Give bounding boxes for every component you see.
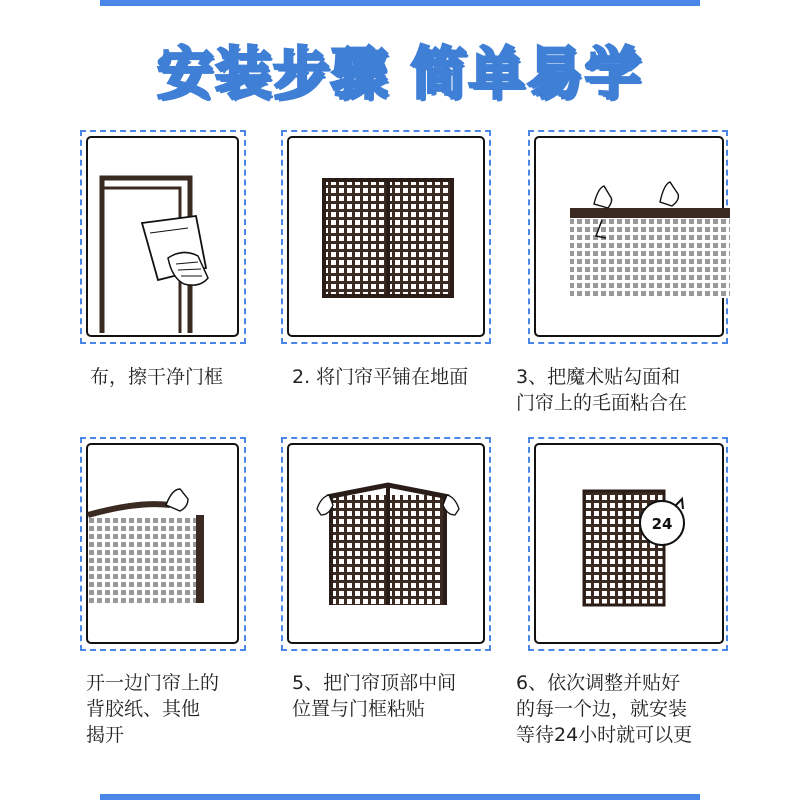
- step-6-line-1: 6、依次调整并贴好: [516, 672, 681, 694]
- step-5-illustration: [287, 443, 485, 644]
- step-4-line-3: 揭开: [86, 724, 125, 746]
- step-4-illustration: [86, 443, 239, 644]
- step-2-caption: [292, 364, 492, 390]
- step-4-line-1: 开一边门帘上的: [86, 672, 220, 694]
- step-2-illustration: [287, 136, 485, 337]
- step-3-line-2: 门帘上的毛面粘合在: [516, 392, 688, 414]
- wait-24h-illustration: [536, 445, 726, 646]
- step-5-line-1: 5、把门帘顶部中间: [292, 672, 457, 694]
- step-1-illustration: [86, 136, 239, 337]
- velcro-attach-illustration: [536, 138, 726, 339]
- step-3-line-1: 3、把魔术贴勾面和: [516, 366, 681, 388]
- step-6-caption: [516, 670, 700, 748]
- steps-area: [86, 0, 700, 800]
- step-1-caption: [90, 364, 250, 390]
- step-4-line-2: 背胶纸、其他: [86, 698, 201, 720]
- step-3-caption: [516, 364, 700, 416]
- wipe-frame-illustration: [88, 138, 241, 339]
- step-2-line-1: 2. 将门帘平铺在地面: [292, 366, 469, 388]
- hours-badge: 24: [651, 515, 673, 533]
- step-1-line-1: 布，擦干净门框: [90, 366, 224, 388]
- flat-curtain-illustration: [289, 138, 487, 339]
- step-5-line-2: 位置与门框粘贴: [292, 698, 426, 720]
- step-6-line-3: 等待24小时就可以更: [516, 724, 693, 746]
- bottom-accent-bar: [100, 794, 700, 800]
- step-3-illustration: [534, 136, 724, 337]
- step-4-caption: [86, 670, 246, 748]
- step-6-illustration: [534, 443, 724, 644]
- step-6-line-2: 的每一个边，就安装: [516, 698, 688, 720]
- peel-backing-illustration: [88, 445, 241, 646]
- step-5-caption: [292, 670, 492, 722]
- page-title: 安装步骤 简单易学: [157, 42, 643, 107]
- top-attach-illustration: [289, 445, 487, 646]
